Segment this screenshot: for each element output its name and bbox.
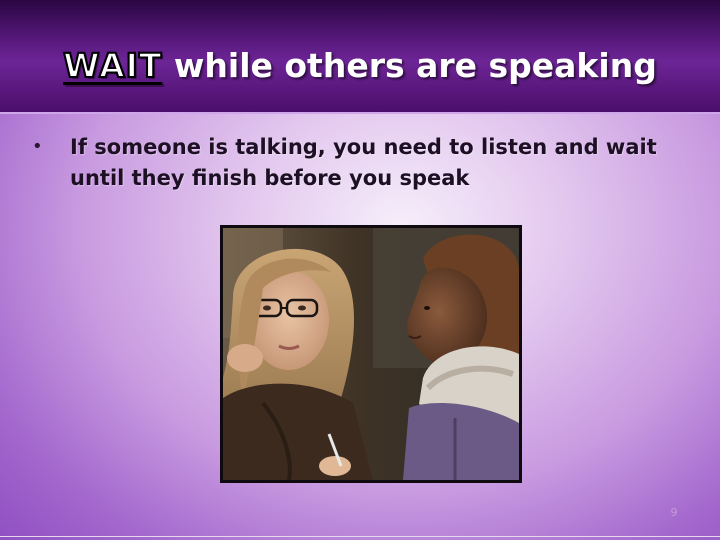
photo-two-women-conversation-icon bbox=[223, 228, 519, 480]
bullet-text: If someone is talking, you need to listen and wait until they finish before you speak bbox=[70, 135, 657, 190]
bullet-list-item bbox=[32, 132, 692, 194]
page-number: 9 bbox=[670, 506, 678, 519]
bottom-divider bbox=[0, 536, 720, 537]
title-rest: while others are speaking bbox=[162, 46, 657, 85]
title-band bbox=[0, 0, 720, 114]
bullet-dot-icon: • bbox=[32, 136, 43, 157]
slide-photo bbox=[220, 225, 522, 483]
slide-title bbox=[0, 46, 720, 85]
title-emphasis: WAIT bbox=[63, 46, 163, 85]
